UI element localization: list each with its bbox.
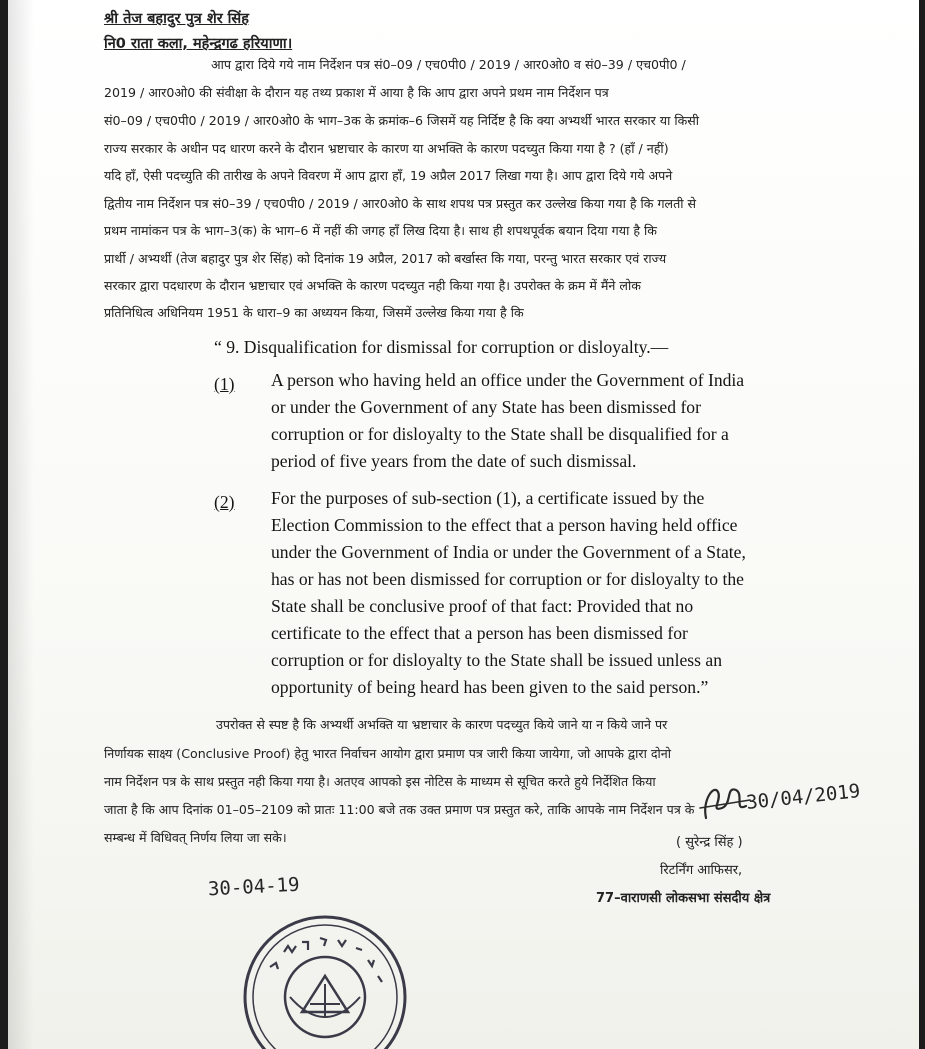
intro-line: राज्य सरकार के अधीन पद धारण करने के दौरान भ्रष्टाचार के कारण या अभक्ति के कारण पदच्युत किया गया है ? (हाँ / नहीं) [104,141,669,156]
intro-line: 2019 / आर0ओ0 की संवीक्षा के दौरान यह तथ्य प्रकाश में आया है कि आप द्वारा अपने प्रथम नाम निर्देशन पत्र [104,85,609,100]
subsection-number: (2) [214,492,235,512]
signatory-name: ( सुरेन्द्र सिंह ) [676,835,743,850]
conclusion-line: उपरोक्त से स्पष्ट है कि अभ्यर्थी अभक्ति या भ्रष्टाचार के कारण पदच्युत किये जाने या न किये जाने पर [216,717,668,732]
signatory-title: रिटर्निंग आफिसर, [660,863,743,878]
signatory-constituency: 77–वाराणसी लोकसभा संसदीय क्षेत्र [596,891,771,906]
page-shadow [8,0,34,1049]
subsection-2-line: opportunity of being heard has been given to the said person.” [271,677,709,697]
signature-date: 30/04/2019 [745,780,862,814]
subsection-2-line: under the Government of India or under the Government of a State, [271,542,746,562]
conclusion-line: जाता है कि आप दिनांक 01–05–2109 को प्रातः 11:00 बजे तक उक्त प्रमाण पत्र प्रस्तुत करे, ताकि आपके नाम निर्देशन पत्र के [104,802,695,817]
subsection-2-line: has or has not been dismissed for corruption or for disloyalty to the [271,569,744,589]
intro-line: यदि हाँ, ऐसी पदच्युति की तारीख के अपने विवरण में आप द्वारा हाँ, 19 अप्रैल 2017 लिखा गया है। आप द्वारा दिये गये अपने [104,168,673,183]
intro-line: सरकार द्वारा पदधारण के दौरान भ्रष्टाचार एवं अभक्ति के कारण पदच्युत नही किया गया है। उपरोक्त के क्रम में मैंने लोक [104,278,641,293]
intro-line: प्रार्थी / अभ्यर्थी (तेज बहादुर पुत्र शेर सिंह) को दिनांक 19 अप्रैल, 2017 को बर्खास्त कि गया, परन्तु भारत सरकार एवं राज्य [104,251,667,266]
subsection-2-line: Election Commission to the effect that a person having held office [271,515,738,535]
subsection-2-line: State shall be conclusive proof of that fact: Provided that no [271,596,694,616]
subsection-1-line: A person who having held an office under the Government of India [271,370,745,390]
intro-line: प्रतिनिधित्व अधिनियम 1951 के धारा–9 का अध्ययन किया, जिसमें उल्लेख किया गया है कि [104,305,524,320]
subsection-2-line: corruption or for disloyalty to the State shall be issued unless an [271,650,723,670]
subsection-1-line: corruption or for disloyalty to the State shall be disqualified for a [271,424,729,444]
section-heading: “ 9. Disqualification for dismissal for corruption or disloyalty.— [214,337,669,357]
document-page [8,0,919,1049]
sender-name: श्री तेज बहादुर पुत्र शेर सिंह [104,11,249,27]
subsection-number: (1) [214,374,235,394]
conclusion-line: निर्णायक साक्ष्य (Conclusive Proof) हेतु भारत निर्वाचन आयोग द्वारा प्रमाण पत्र जारी किया जायेगा, जो आपके द्वारा दोनो [104,746,672,761]
intro-line: सं0–09 / एच0पी0 / 2019 / आर0ओ0 के भाग–3क के क्रमांक–6 जिसमें यह निर्दिष्ट है कि क्या अभ्यर्थी भारत सरकार या किसी [104,113,700,128]
subsection-2-line: For the purposes of sub-section (1), a certificate issued by the [271,488,705,508]
subsection-1-line: or under the Government of any State has been dismissed for [271,397,701,417]
handwritten-date: 30-04-19 [207,873,301,901]
subsection-1-line: period of five years from the date of such dismissal. [271,451,637,471]
intro-line: प्रथम नामांकन पत्र के भाग–3(क) के भाग–6 में नहीं की जगह हाँ लिख दिया है। साथ ही शपथपूर्वक बयान दिया गया है कि [104,223,657,238]
intro-line: द्वितीय नाम निर्देशन पत्र सं0–39 / एच0पी0 / 2019 / आर0ओ0 के साथ शपथ पत्र प्रस्तुत कर उल्लेख किया गया है कि गलती से [104,196,697,211]
official-seal [240,912,410,1049]
subsection-2-line: certificate to the effect that a person has been dismissed for [271,623,688,643]
sender-address: नि0 राता कला, महेन्द्रगढ हरियाणा। [104,36,293,52]
conclusion-line: सम्बन्ध में विधिवत् निर्णय लिया जा सके। [104,830,287,845]
conclusion-line: नाम निर्देशन पत्र के साथ प्रस्तुत नही किया गया है। अतएव आपको इस नोटिस के माध्यम से सूचित करते हुये निर्देशित किया [104,774,656,789]
intro-line: आप द्वारा दिये गये नाम निर्देशन पत्र सं0–09 / एच0पी0 / 2019 / आर0ओ0 व सं0–39 / एच0पी0 / [211,57,686,72]
